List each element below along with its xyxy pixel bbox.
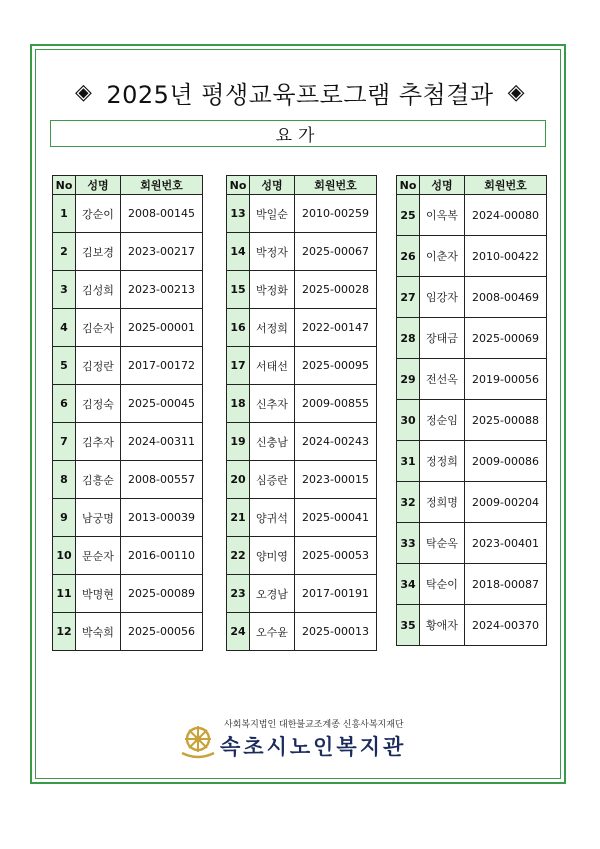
member-name: 김정숙 [76,385,121,423]
table-row [397,236,547,277]
column-header-name: 성명 [76,176,121,195]
row-number: 15 [227,271,250,309]
member-id: 2016-00110 [121,537,203,575]
member-name: 오수윤 [250,613,295,651]
diamond-marker-icon: ◈ [507,79,526,105]
member-name: 김정란 [76,347,121,385]
row-number: 4 [53,309,76,347]
member-id: 2023-00401 [465,523,547,564]
table-row [53,613,203,651]
row-number: 17 [227,347,250,385]
table-header-row [397,176,547,195]
row-number: 29 [397,359,420,400]
table-row [397,359,547,400]
row-number: 10 [53,537,76,575]
member-id: 2009-00204 [465,482,547,523]
table-header-row [53,176,203,195]
member-id: 2009-00086 [465,441,547,482]
member-id: 2018-00087 [465,564,547,605]
table-row [227,499,377,537]
column-header-member-id: 회원번호 [121,176,203,195]
results-table-3 [396,175,547,646]
member-id: 2017-00191 [295,575,377,613]
member-name: 박정화 [250,271,295,309]
organization-name: 사회복지법인 대한불교조계종 신흥사복지재단 [224,720,404,730]
row-number: 13 [227,195,250,233]
member-name: 박명현 [76,575,121,613]
page-title-text: 2025년 평생교육프로그램 추첨결과 [106,80,494,109]
table-row [227,233,377,271]
dharma-wheel-logo-icon [178,721,218,761]
member-id: 2024-00080 [465,195,547,236]
table-row [397,195,547,236]
row-number: 6 [53,385,76,423]
results-table-1 [52,175,203,651]
member-name: 양귀석 [250,499,295,537]
row-number: 8 [53,461,76,499]
row-number: 16 [227,309,250,347]
member-id: 2010-00422 [465,236,547,277]
table-row [53,537,203,575]
table-row [397,441,547,482]
member-id: 2025-00028 [295,271,377,309]
member-name: 탁순이 [420,564,465,605]
row-number: 23 [227,575,250,613]
table-row [227,271,377,309]
row-number: 18 [227,385,250,423]
table-row [53,347,203,385]
column-header-name: 성명 [420,176,465,195]
table-row [397,482,547,523]
row-number: 31 [397,441,420,482]
table-row [227,613,377,651]
member-id: 2025-00041 [295,499,377,537]
table-row [227,385,377,423]
column-header-no: No [53,176,76,195]
member-name: 임강자 [420,277,465,318]
row-number: 3 [53,271,76,309]
member-id: 2019-00056 [465,359,547,400]
results-table-2 [226,175,377,651]
member-id: 2025-00095 [295,347,377,385]
member-name: 서정희 [250,309,295,347]
member-id: 2025-00067 [295,233,377,271]
table-row [53,423,203,461]
row-number: 9 [53,499,76,537]
member-id: 2010-00259 [295,195,377,233]
member-name: 정희명 [420,482,465,523]
member-name: 박일순 [250,195,295,233]
member-id: 2022-00147 [295,309,377,347]
table-row [53,195,203,233]
member-name: 탁순옥 [420,523,465,564]
row-number: 11 [53,575,76,613]
member-id: 2025-00045 [121,385,203,423]
member-id: 2025-00088 [465,400,547,441]
member-name: 정정희 [420,441,465,482]
row-number: 1 [53,195,76,233]
member-id: 2009-00855 [295,385,377,423]
column-header-no: No [227,176,250,195]
table-row [227,461,377,499]
member-name: 장태금 [420,318,465,359]
member-name: 김순자 [76,309,121,347]
row-number: 2 [53,233,76,271]
member-name: 이옥복 [420,195,465,236]
member-name: 박숙희 [76,613,121,651]
member-name: 정순임 [420,400,465,441]
row-number: 21 [227,499,250,537]
table-row [397,318,547,359]
member-id: 2025-00053 [295,537,377,575]
row-number: 22 [227,537,250,575]
column-header-name: 성명 [250,176,295,195]
page-title [32,72,568,112]
row-number: 25 [397,195,420,236]
table-row [227,423,377,461]
member-name: 이춘자 [420,236,465,277]
member-id: 2023-00217 [121,233,203,271]
row-number: 32 [397,482,420,523]
table-row [53,271,203,309]
row-number: 14 [227,233,250,271]
member-name: 전선옥 [420,359,465,400]
row-number: 35 [397,605,420,646]
table-row [53,575,203,613]
row-number: 33 [397,523,420,564]
member-id: 2025-00001 [121,309,203,347]
member-name: 김보경 [76,233,121,271]
member-id: 2013-00039 [121,499,203,537]
member-id: 2024-00243 [295,423,377,461]
column-header-member-id: 회원번호 [465,176,547,195]
center-name: 속초시노인복지관 [220,735,407,759]
member-id: 2023-00015 [295,461,377,499]
member-name: 남궁명 [76,499,121,537]
table-row [53,309,203,347]
member-id: 2024-00370 [465,605,547,646]
table-row [227,195,377,233]
member-name: 심증란 [250,461,295,499]
table-row [53,499,203,537]
table-row [227,309,377,347]
column-header-no: No [397,176,420,195]
member-name: 김추자 [76,423,121,461]
table-row [397,277,547,318]
member-name: 강순이 [76,195,121,233]
member-id: 2008-00145 [121,195,203,233]
row-number: 19 [227,423,250,461]
table-row [397,605,547,646]
member-name: 서태선 [250,347,295,385]
row-number: 5 [53,347,76,385]
member-id: 2008-00557 [121,461,203,499]
table-row [397,400,547,441]
member-name: 박정자 [250,233,295,271]
member-id: 2025-00069 [465,318,547,359]
row-number: 34 [397,564,420,605]
row-number: 24 [227,613,250,651]
member-name: 신추자 [250,385,295,423]
row-number: 12 [53,613,76,651]
table-row [53,461,203,499]
member-id: 2025-00056 [121,613,203,651]
row-number: 30 [397,400,420,441]
row-number: 20 [227,461,250,499]
table-row [227,575,377,613]
member-name: 신충남 [250,423,295,461]
table-header-row [227,176,377,195]
member-id: 2025-00013 [295,613,377,651]
member-id: 2008-00469 [465,277,547,318]
member-id: 2025-00089 [121,575,203,613]
row-number: 28 [397,318,420,359]
row-number: 7 [53,423,76,461]
program-subject: 요가 [50,120,546,147]
row-number: 27 [397,277,420,318]
member-id: 2023-00213 [121,271,203,309]
table-row [53,385,203,423]
footer [178,715,438,765]
table-row [397,523,547,564]
member-name: 황애자 [420,605,465,646]
member-name: 김성희 [76,271,121,309]
table-row [227,347,377,385]
diamond-marker-icon: ◈ [74,79,93,105]
member-name: 문순자 [76,537,121,575]
member-name: 김흥순 [76,461,121,499]
row-number: 26 [397,236,420,277]
table-row [397,564,547,605]
member-id: 2017-00172 [121,347,203,385]
table-row [53,233,203,271]
member-id: 2024-00311 [121,423,203,461]
column-header-member-id: 회원번호 [295,176,377,195]
member-name: 오경남 [250,575,295,613]
member-name: 양미영 [250,537,295,575]
table-row [227,537,377,575]
